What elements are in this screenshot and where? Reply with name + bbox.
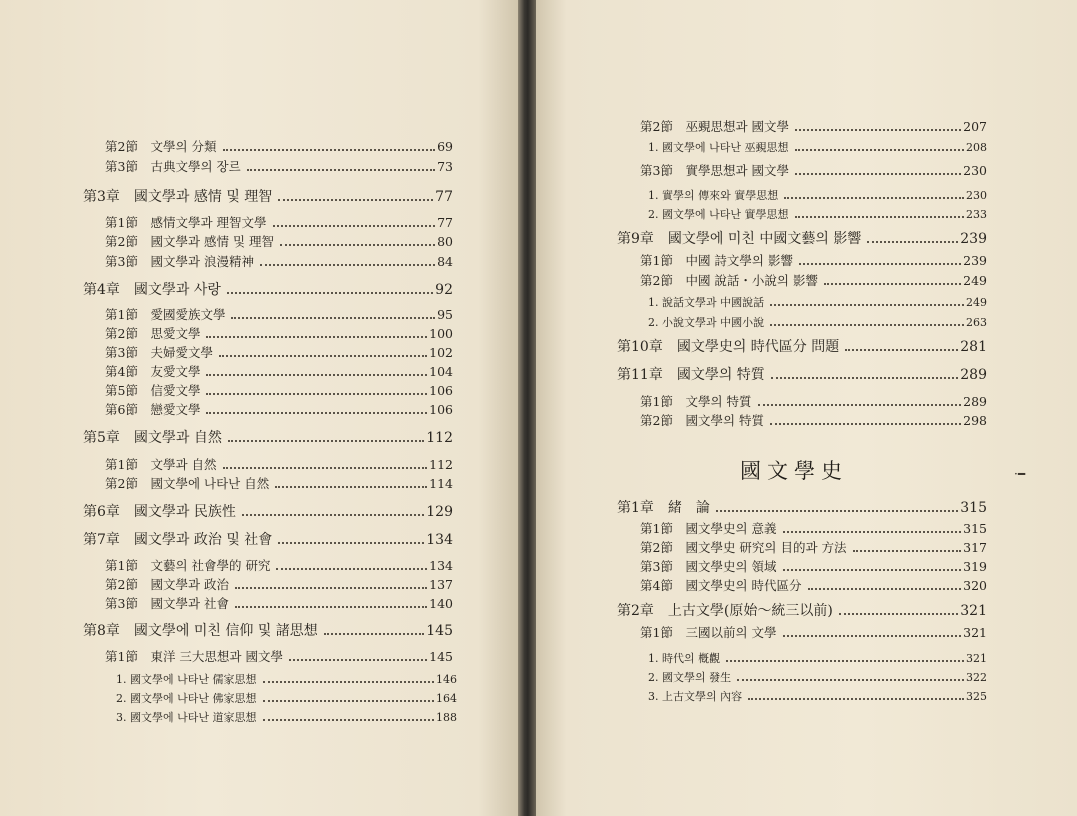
dot-leader: [228, 440, 424, 442]
toc-label: 第10章 國文學史의 時代區分 問題: [617, 339, 840, 355]
dot-leader: [278, 542, 424, 544]
dot-leader: [771, 377, 958, 379]
dot-leader: [206, 412, 427, 414]
toc-label: 第2節 國文學과 感情 및 理智: [105, 234, 275, 249]
toc-page-number: 207: [963, 119, 987, 134]
toc-page-number: 102: [429, 345, 453, 360]
dot-leader: [231, 317, 435, 319]
toc-chapter: [617, 497, 987, 517]
toc-chapter: [617, 228, 987, 248]
dot-leader: [223, 467, 428, 469]
toc-page-number: 73: [437, 159, 453, 174]
toc-page-number: 289: [960, 367, 987, 383]
toc-page-number: 164: [436, 692, 457, 705]
toc-page-number: 321: [966, 652, 987, 665]
toc-entry: [105, 575, 453, 593]
toc-entry: [640, 519, 987, 537]
toc-subentry: [648, 187, 987, 203]
toc-entry: [105, 343, 453, 361]
toc-entry: [640, 538, 987, 556]
toc-label: 第1節 中國 詩文學의 影響: [640, 253, 793, 268]
toc-page-number: 112: [426, 430, 453, 446]
toc-entry: [105, 362, 453, 380]
toc-page-number: 69: [437, 139, 453, 154]
dot-leader: [324, 633, 424, 635]
toc-label: 2. 小說文學과 中國小說: [648, 316, 765, 329]
toc-entry: [105, 381, 453, 399]
dot-leader: [783, 635, 962, 637]
toc-label: 1. 說話文學과 中國說話: [648, 296, 765, 309]
toc-page-number: 145: [429, 649, 453, 664]
dot-leader: [276, 568, 427, 570]
dot-leader: [795, 216, 965, 218]
toc-label: 第2節 思愛文學: [105, 326, 201, 341]
toc-page-number: 249: [963, 273, 987, 288]
toc-page-number: 100: [429, 326, 453, 341]
toc-entry: [640, 411, 987, 429]
dot-leader: [247, 169, 435, 171]
toc-subentry: [648, 206, 987, 222]
toc-label: 第1節 文學의 特質: [640, 394, 752, 409]
dot-leader: [783, 569, 962, 571]
dot-leader: [799, 263, 961, 265]
dot-leader: [263, 719, 435, 721]
toc-entry: [105, 252, 453, 270]
toc-subentry: [116, 671, 457, 687]
dot-leader: [784, 197, 964, 199]
toc-label: 第1節 文學과 自然: [105, 457, 217, 472]
toc-page-number: 188: [436, 711, 457, 724]
toc-label: 第2章 上古文學(原始～統三以前): [617, 603, 833, 619]
dot-leader: [263, 700, 435, 702]
toc-chapter: [83, 427, 453, 447]
toc-page-number: 325: [966, 690, 987, 703]
toc-subentry: [648, 669, 987, 685]
toc-entry: [105, 213, 453, 231]
dot-leader: [839, 613, 958, 615]
dot-leader: [219, 355, 427, 357]
toc-page-number: 95: [437, 307, 453, 322]
toc-entry: [105, 324, 453, 342]
toc-label: 3. 上古文學의 內容: [648, 690, 743, 703]
toc-label: 第1節 愛國愛族文學: [105, 307, 226, 322]
toc-page-number: 233: [966, 208, 987, 221]
toc-entry: [105, 474, 453, 492]
toc-label: 第2節 國文學과 政治: [105, 577, 230, 592]
toc-page-number: 321: [960, 603, 987, 619]
toc-page-number: 140: [429, 596, 453, 611]
toc-page-number: 129: [426, 504, 453, 520]
toc-page-number: 106: [429, 402, 453, 417]
toc-page-number: 106: [429, 383, 453, 398]
toc-entry: [640, 161, 987, 179]
toc-label: 1. 時代의 槪觀: [648, 652, 721, 665]
dot-leader: [206, 336, 427, 338]
toc-page-number: 281: [960, 339, 987, 355]
toc-entry: [640, 623, 987, 641]
dot-leader: [260, 264, 435, 266]
toc-subentry: [648, 650, 987, 666]
dot-leader: [770, 423, 961, 425]
dot-leader: [795, 173, 961, 175]
dot-leader: [770, 304, 964, 306]
toc-label: 第3節 夫婦愛文學: [105, 345, 213, 360]
toc-entry: [640, 271, 987, 289]
toc-page-number: 92: [435, 282, 453, 298]
toc-label: 1. 國文學에 나타난 儒家思想: [116, 673, 257, 686]
toc-label: 第2節 中國 說話・小說의 影響: [640, 273, 818, 288]
toc-label: 1. 實學의 傳來와 實學思想: [648, 189, 779, 202]
toc-page-number: 263: [966, 316, 987, 329]
toc-chapter: [83, 501, 453, 521]
dot-leader: [853, 550, 962, 552]
toc-label: 第5節 信愛文學: [105, 383, 201, 398]
toc-entry: [105, 647, 453, 665]
toc-subentry: [648, 139, 987, 155]
dot-leader: [824, 283, 961, 285]
toc-page-number: 134: [426, 532, 453, 548]
toc-page-number: 249: [966, 296, 987, 309]
dot-leader: [716, 510, 958, 512]
dot-leader: [206, 374, 427, 376]
dot-leader: [280, 244, 435, 246]
book-gutter: [518, 0, 536, 816]
toc-label: 第1節 三國以前의 文學: [640, 625, 777, 640]
toc-entry: [105, 232, 453, 250]
dot-leader: [227, 292, 433, 294]
toc-label: 第2節 國文學에 나타난 自然: [105, 476, 270, 491]
toc-page-number: 239: [963, 253, 987, 268]
toc-page-number: 230: [963, 163, 987, 178]
toc-chapter: [83, 620, 453, 640]
toc-chapter: [83, 279, 453, 299]
dot-leader: [206, 393, 427, 395]
toc-entry: [640, 251, 987, 269]
toc-label: 第3節 國文學史의 領域: [640, 559, 777, 574]
toc-chapter: [617, 600, 987, 620]
toc-label: 第1節 文藝의 社會學的 研究: [105, 558, 271, 573]
toc-page-number: 114: [429, 476, 453, 491]
toc-page-number: 80: [437, 234, 453, 249]
toc-entry: [105, 305, 453, 323]
toc-page-number: 315: [960, 500, 987, 516]
toc-page-number: 145: [426, 623, 453, 639]
toc-page-number: 137: [429, 577, 453, 592]
dot-leader: [737, 679, 964, 681]
toc-label: 第3節 國文學과 社會: [105, 596, 230, 611]
toc-label: 第2節 國文學史 研究의 目的과 方法: [640, 540, 847, 555]
toc-page-number: 289: [963, 394, 987, 409]
dot-leader: [845, 349, 958, 351]
toc-label: 第4節 國文學史의 時代區分: [640, 578, 802, 593]
part-title: 國文學史: [740, 459, 848, 483]
toc-label: 第3節 實學思想과 國文學: [640, 163, 790, 178]
dot-leader: [235, 606, 427, 608]
toc-page-number: 77: [435, 189, 453, 205]
toc-page-number: 298: [963, 413, 987, 428]
dot-leader: [273, 225, 436, 227]
dot-leader: [263, 681, 435, 683]
dot-leader: [867, 241, 958, 243]
dot-leader: [783, 531, 962, 533]
toc-label: 第7章 國文學과 政治 및 社會: [83, 532, 273, 548]
toc-page-number: 146: [436, 673, 457, 686]
toc-label: 3. 國文學에 나타난 道家思想: [116, 711, 257, 724]
toc-page-number: 77: [437, 215, 453, 230]
dot-leader: [223, 149, 436, 151]
toc-entry: [105, 137, 453, 155]
dot-leader: [748, 698, 964, 700]
toc-subentry: [116, 690, 457, 706]
toc-entry: [105, 455, 453, 473]
toc-subentry: [648, 314, 987, 330]
dot-leader: [808, 588, 962, 590]
toc-page-number: 239: [960, 231, 987, 247]
toc-label: 第6章 國文學과 民族性: [83, 504, 236, 520]
dot-leader: [278, 199, 433, 201]
toc-page-number: 84: [437, 254, 453, 269]
toc-subentry: [648, 688, 987, 704]
toc-label: 第1章 緒 論: [617, 500, 710, 516]
toc-page-number: 208: [966, 141, 987, 154]
toc-label: 第1節 國文學史의 意義: [640, 521, 777, 536]
toc-label: 第2節 國文學의 特質: [640, 413, 765, 428]
toc-chapter: [83, 529, 453, 549]
toc-entry: [640, 392, 987, 410]
toc-label: 第5章 國文學과 自然: [83, 430, 222, 446]
toc-label: 第3節 國文學과 浪漫精神: [105, 254, 255, 269]
toc-label: 第3章 國文學과 感情 및 理智: [83, 189, 273, 205]
toc-chapter: [617, 336, 987, 356]
toc-page-number: 112: [429, 457, 453, 472]
toc-label: 第6節 戀愛文學: [105, 402, 201, 417]
toc-page-number: 321: [963, 625, 987, 640]
toc-entry: [105, 157, 453, 175]
toc-label: 第9章 國文學에 미친 中國文藝의 影響: [617, 231, 862, 247]
toc-page-number: 322: [966, 671, 987, 684]
toc-page-number: 134: [429, 558, 453, 573]
toc-label: 2. 國文學에 나타난 實學思想: [648, 208, 789, 221]
toc-subentry: [648, 294, 987, 310]
dot-leader: [289, 659, 427, 661]
toc-label: 1. 國文學에 나타난 巫覡思想: [648, 141, 789, 154]
toc-chapter: [617, 364, 987, 384]
toc-page-number: 319: [963, 559, 987, 574]
dot-leader: [726, 660, 964, 662]
dot-leader: [758, 404, 962, 406]
toc-entry: [105, 400, 453, 418]
dot-leader: [795, 129, 961, 131]
toc-entry: [640, 557, 987, 575]
toc-label: 第2節 文學의 分類: [105, 139, 217, 154]
toc-page-number: 317: [963, 540, 987, 555]
dot-leader: [770, 324, 964, 326]
toc-entry: [105, 594, 453, 612]
toc-page-number: 320: [963, 578, 987, 593]
toc-page-number: 230: [966, 189, 987, 202]
toc-entry: [640, 576, 987, 594]
toc-label: 第1節 東洋 三大思想과 國文學: [105, 649, 283, 664]
toc-label: 第3節 古典文學의 장르: [105, 159, 241, 174]
dot-leader: [235, 587, 427, 589]
toc-label: 第4節 友愛文學: [105, 364, 201, 379]
toc-label: 2. 國文學에 나타난 佛家思想: [116, 692, 257, 705]
toc-label: 第1節 感情文學과 理智文學: [105, 215, 267, 230]
dot-leader: [275, 486, 427, 488]
toc-page-number: 315: [963, 521, 987, 536]
toc-label: 第11章 國文學의 特質: [617, 367, 765, 383]
toc-entry: [640, 117, 987, 135]
toc-label: 2. 國文學의 發生: [648, 671, 732, 684]
toc-subentry: [116, 709, 457, 725]
dot-leader: [795, 149, 965, 151]
ink-mark: ·━: [1014, 467, 1026, 481]
toc-label: 第2節 巫覡思想과 國文學: [640, 119, 790, 134]
toc-chapter: [83, 186, 453, 206]
toc-entry: [105, 556, 453, 574]
toc-label: 第4章 國文學과 사랑: [83, 282, 221, 298]
toc-page-number: 104: [429, 364, 453, 379]
dot-leader: [242, 514, 424, 516]
toc-label: 第8章 國文學에 미친 信仰 및 諸思想: [83, 623, 318, 639]
